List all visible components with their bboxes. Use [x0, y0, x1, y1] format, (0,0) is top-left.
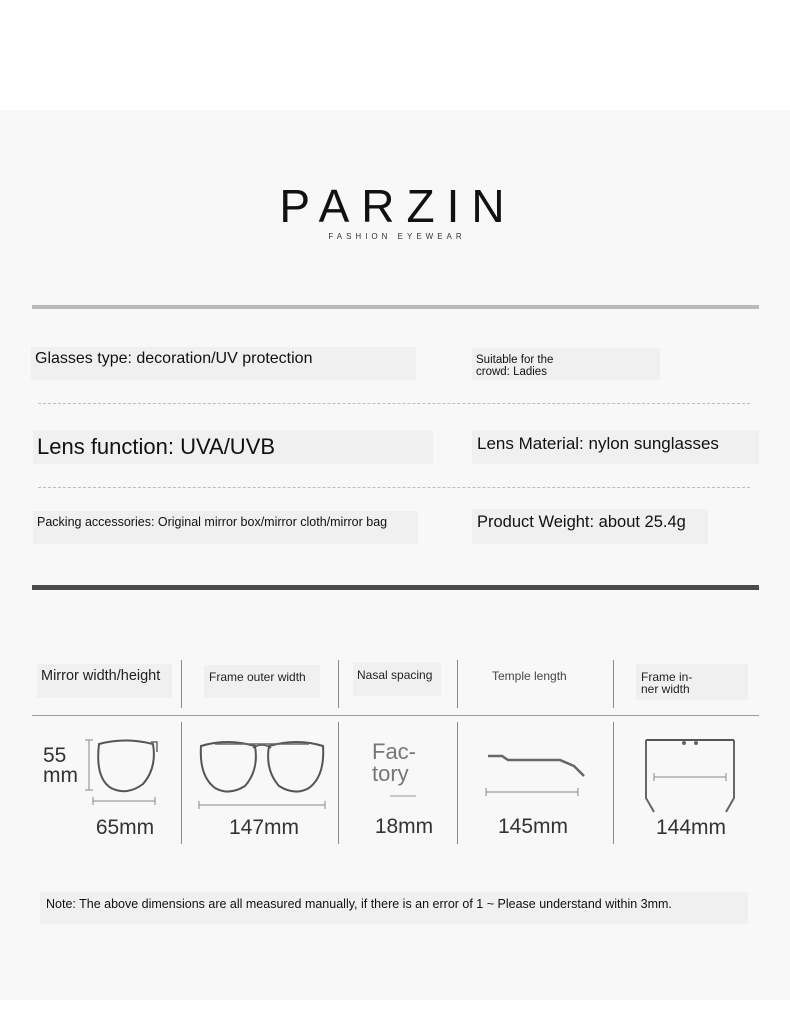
frame-inner-width-line1: Frame in-: [641, 670, 693, 684]
mirror-height-value: 55 mm: [43, 744, 78, 787]
measurement-note: Note: The above dimensions are all measured manually, if there is an error of 1 ~ Please understand within 3mm.: [40, 892, 748, 924]
frame-top-icon: [640, 734, 740, 816]
frame-outer-width-value: 147mm: [228, 816, 300, 839]
row-divider: [38, 487, 750, 488]
mirror-size-header: Mirror width/height: [37, 664, 172, 698]
temple-side-icon: [486, 748, 590, 798]
column-divider: [181, 660, 182, 708]
row-divider: [38, 403, 750, 404]
column-divider: [613, 660, 614, 708]
column-divider: [338, 660, 339, 708]
top-divider: [32, 305, 759, 309]
frame-inner-width-line2: ner width: [641, 682, 690, 696]
nasal-measure-icon: [388, 792, 418, 802]
column-divider: [613, 722, 614, 844]
suitable-crowd-label: [472, 348, 660, 380]
glasses-type-label: Glasses type: decoration/UV protection: [31, 347, 416, 380]
temple-length-value: 145mm: [497, 815, 569, 838]
brand-tagline: FASHION EYEWEAR: [328, 232, 466, 241]
temple-length-header: Temple length: [492, 669, 567, 683]
product-weight-label: Product Weight: about 25.4g: [472, 509, 708, 544]
mirror-width-value: 65mm: [95, 816, 155, 839]
suitable-crowd-line1: Suitable for the: [476, 354, 554, 366]
lens-material-label: Lens Material: nylon sunglasses: [472, 430, 759, 464]
column-divider: [457, 722, 458, 844]
column-divider: [338, 722, 339, 844]
brand-logo: PARZIN: [279, 180, 517, 232]
nasal-factory-label: Fac- tory: [372, 739, 416, 786]
spec-panel: [0, 110, 790, 1000]
single-lens-icon: [85, 738, 165, 808]
column-divider: [457, 660, 458, 708]
suitable-crowd-line2: crowd: Ladies: [476, 366, 547, 378]
nasal-spacing-header: Nasal spacing: [353, 662, 441, 696]
frame-front-icon: [195, 738, 335, 813]
nasal-spacing-value: 18mm: [374, 815, 434, 838]
packing-accessories-label: Packing accessories: Original mirror box/mirror cloth/mirror bag: [33, 511, 418, 544]
table-rule: [32, 715, 759, 716]
section-divider: [32, 585, 759, 590]
lens-function-label: Lens function: UVA/UVB: [33, 430, 433, 464]
frame-inner-width-header: [636, 664, 748, 700]
frame-inner-width-value: 144mm: [655, 816, 727, 839]
frame-outer-width-header: Frame outer width: [204, 665, 320, 698]
column-divider: [181, 722, 182, 844]
